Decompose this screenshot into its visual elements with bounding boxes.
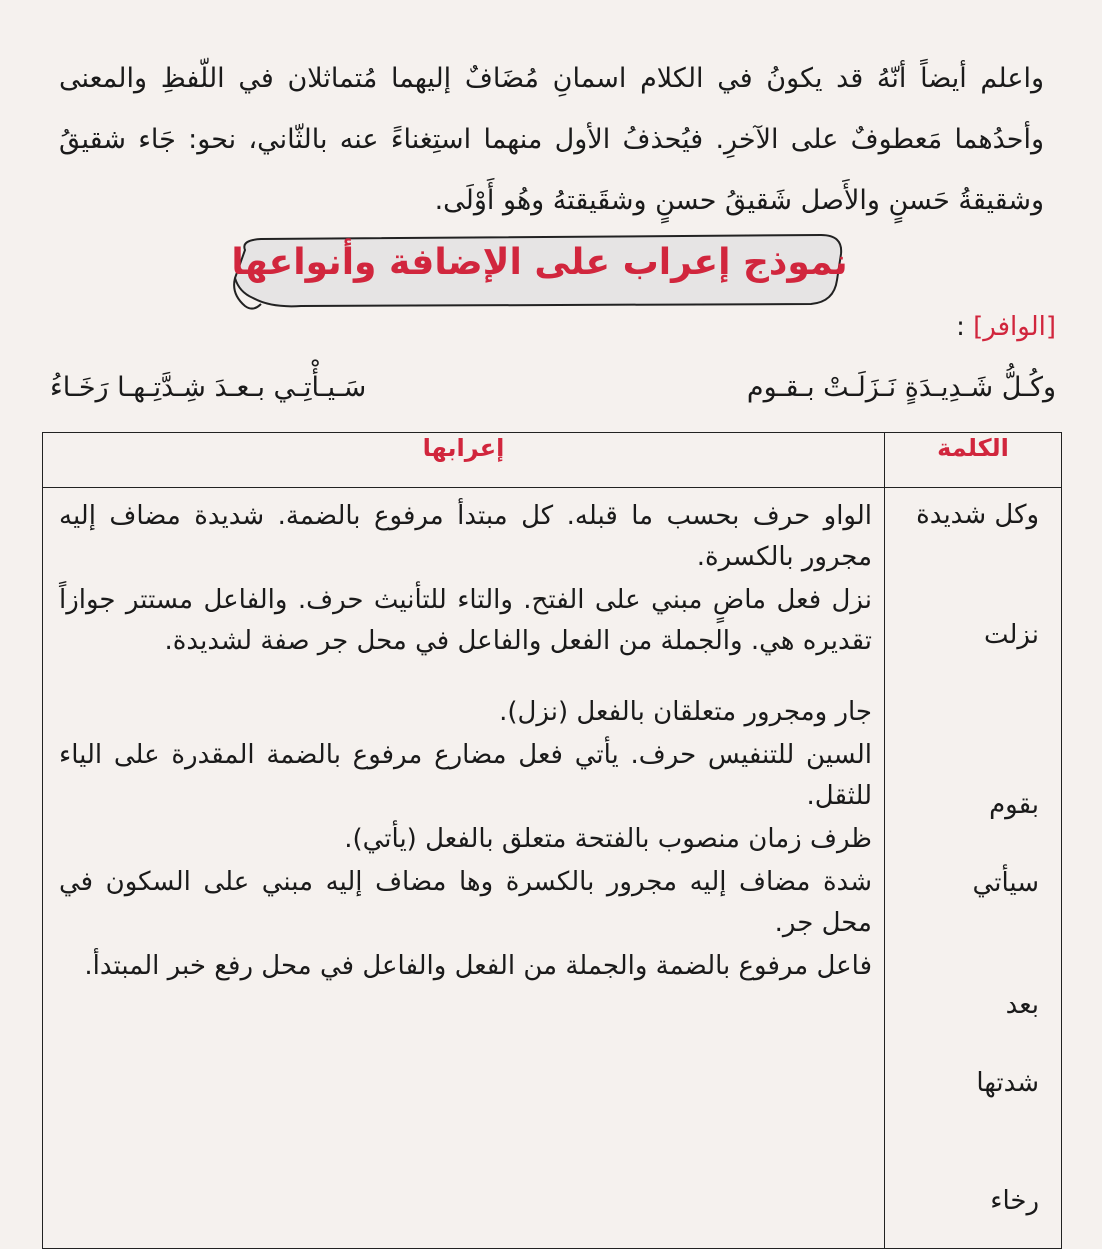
word-cell: وكل شديدة (916, 500, 1039, 530)
analysis-cell: شدة مضاف إليه مجرور بالكسرة وها مضاف إليه مبني على السكون في محل جر. (59, 867, 872, 938)
verse-first-hemistich: وكُـلُّ شَـدِيـدَةٍ نَـزَلَـتْ بـقـوم (746, 372, 1056, 403)
analysis-cell: جار ومجرور متعلقان بالفعل (نزل). (499, 697, 872, 727)
meter-name: [الوافر] (973, 312, 1056, 342)
word-cell: بقوم (989, 790, 1039, 820)
verse-second-hemistich: سَـيـأْتِـي بـعـدَ شِـدَّتِـهـا رَخَـاءُ (50, 372, 367, 403)
analysis-cell: السين للتنفيس حرف. يأتي فعل مضارع مرفوع بالضمة المقدرة على الياء للثقل. (59, 740, 872, 811)
word-cell: سيأتي (972, 868, 1039, 898)
analysis-cell: ظرف زمان منصوب بالفتحة متعلق بالفعل (يأتي). (344, 824, 872, 854)
meter-label (956, 312, 1056, 342)
header-analysis: إعرابها (43, 433, 885, 488)
intro-paragraph: واعلم أيضاً أنّهُ قد يكونُ في الكلام اسمانِ مُضَافٌ إليهما مُتماثلان في اللّفظِ والمعنى وأحدُهما مَعطوفٌ على الآخرِ. فيُحذفُ الأول منهما استِغناءً عنه بالثّاني، نحو: جَاء شقيقُ وشقيقةُ حَسنٍ والأَصل شَقيقُ حسنٍ وشقَيقتهُ وهُو أَوْلَى. (59, 63, 1044, 216)
analysis-cell: الواو حرف بحسب ما قبله. كل مبتدأ مرفوع بالضمة. شديدة مضاف إليه مجرور بالكسرة. (59, 501, 872, 572)
word-cell: بعد (1005, 990, 1039, 1020)
meter-colon: : (956, 312, 965, 342)
section-title: نموذج إعراب على الإضافة وأنواعها (231, 242, 848, 283)
word-column (885, 488, 1062, 1249)
section-title-box (231, 232, 848, 314)
header-word: الكلمة (885, 433, 1062, 488)
analysis-column (43, 488, 885, 1249)
word-cell: رخاء (990, 1186, 1039, 1216)
table-header-row (43, 433, 1062, 488)
analysis-cell: فاعل مرفوع بالضمة والجملة من الفعل والفاعل في محل رفع خبر المبتدأ. (84, 951, 872, 981)
irab-table (42, 432, 1062, 1249)
poem-verse (50, 372, 1056, 416)
analysis-cell: نزل فعل ماضٍ مبني على الفتح. والتاء للتأنيث حرف. والفاعل مستتر جوازاً تقديره هي. والجملة من الفعل والفاعل في محل جر صفة لشديدة. (59, 585, 872, 656)
word-cell: شدتها (976, 1068, 1039, 1098)
word-cell: نزلت (983, 620, 1039, 650)
table-body-row (43, 488, 1062, 1249)
